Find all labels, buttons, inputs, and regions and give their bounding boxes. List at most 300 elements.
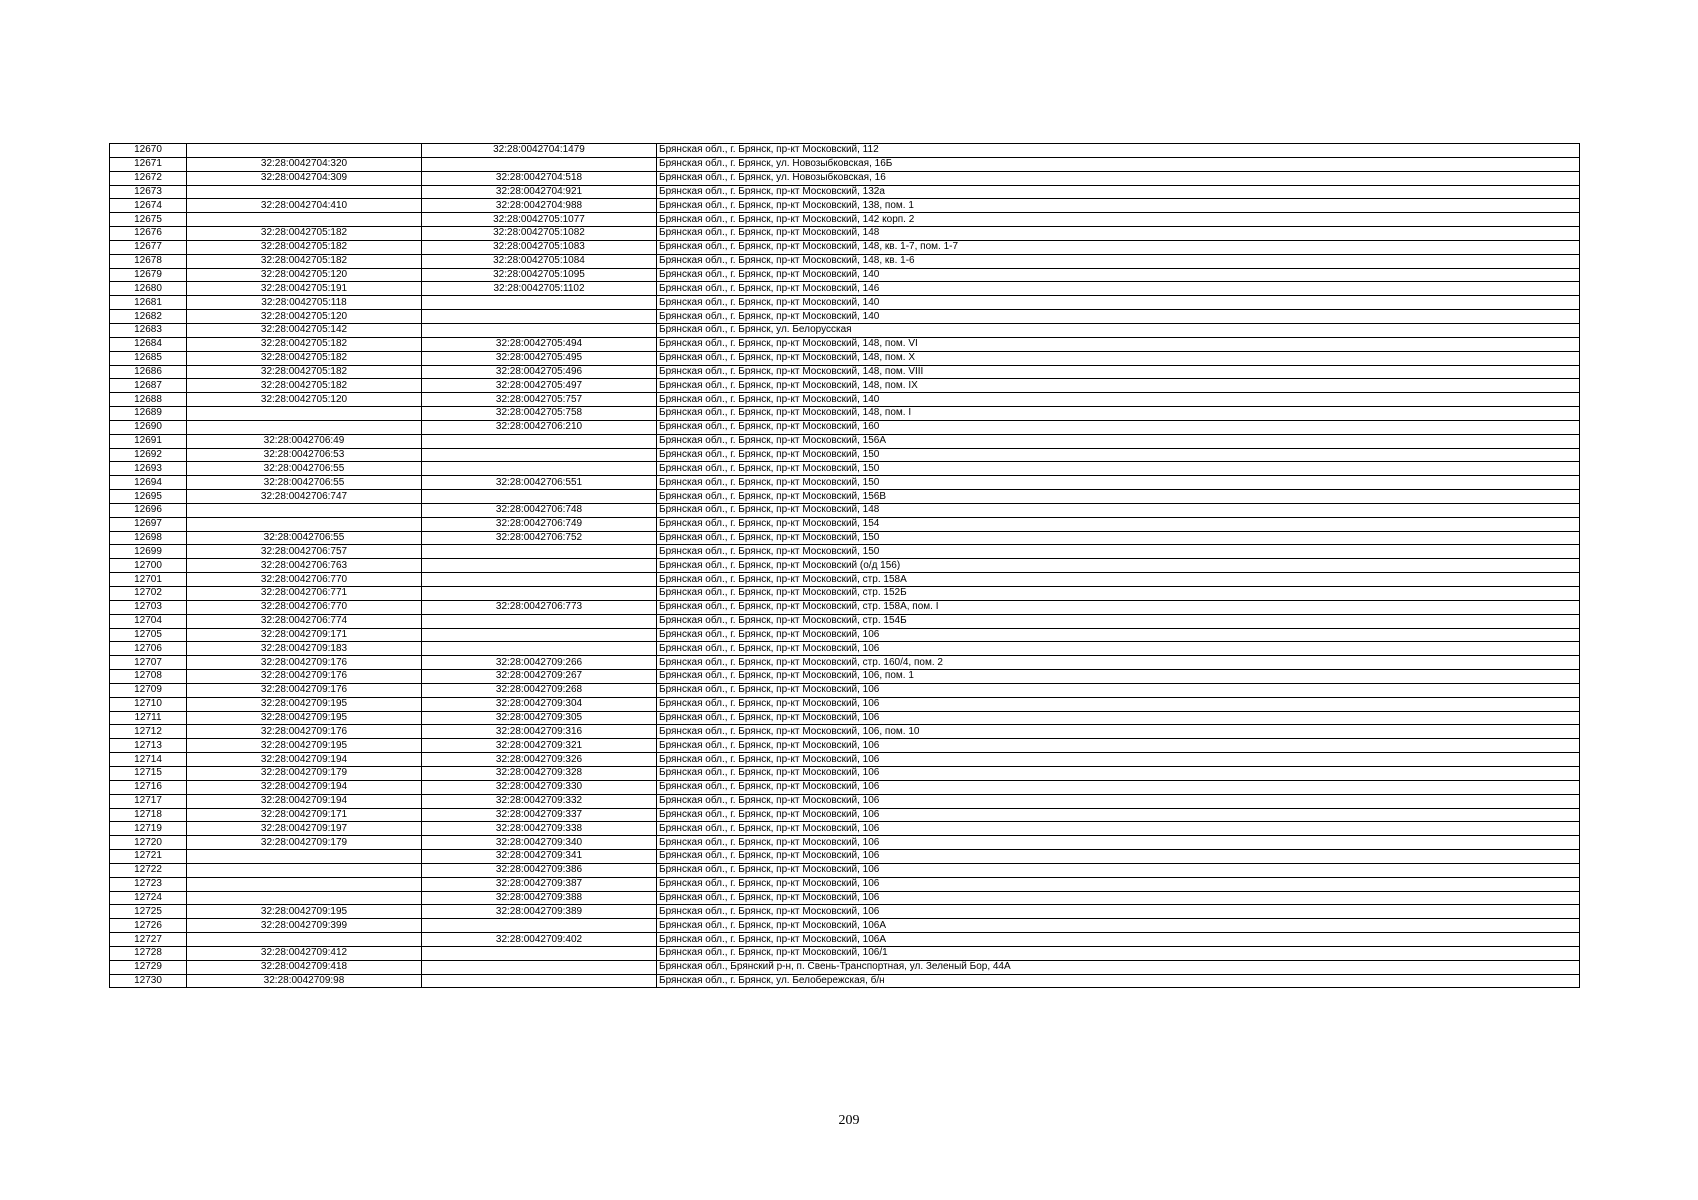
parcel-number-cell: 32:28:0042709:195 — [187, 739, 422, 753]
address-cell: Брянская обл., г. Брянск, пр-кт Московский, 148 — [657, 503, 1580, 517]
building-number-cell: 32:28:0042706:748 — [422, 503, 657, 517]
address-cell: Брянская обл., г. Брянск, пр-кт Московский, 106 — [657, 822, 1580, 836]
building-number-cell: 32:28:0042706:551 — [422, 476, 657, 490]
parcel-number-cell: 32:28:0042709:171 — [187, 808, 422, 822]
table-row — [110, 268, 1580, 282]
row-number-cell: 12717 — [110, 794, 187, 808]
address-cell: Брянская обл., г. Брянск, пр-кт Московский, 106 — [657, 780, 1580, 794]
row-number-cell: 12691 — [110, 434, 187, 448]
table-row — [110, 296, 1580, 310]
parcel-number-cell — [187, 933, 422, 947]
table-row — [110, 836, 1580, 850]
row-number-cell: 12690 — [110, 420, 187, 434]
parcel-number-cell — [187, 850, 422, 864]
table-row — [110, 282, 1580, 296]
table-row — [110, 822, 1580, 836]
parcel-number-cell: 32:28:0042706:49 — [187, 434, 422, 448]
building-number-cell: 32:28:0042709:304 — [422, 697, 657, 711]
address-cell: Брянская обл., г. Брянск, пр-кт Московский, 112 — [657, 144, 1580, 158]
parcel-number-cell: 32:28:0042706:774 — [187, 614, 422, 628]
table-row — [110, 587, 1580, 601]
building-number-cell: 32:28:0042705:1102 — [422, 282, 657, 296]
table-row — [110, 697, 1580, 711]
building-number-cell: 32:28:0042709:330 — [422, 780, 657, 794]
parcel-number-cell: 32:28:0042705:142 — [187, 323, 422, 337]
table-row — [110, 919, 1580, 933]
parcel-number-cell: 32:28:0042705:182 — [187, 240, 422, 254]
table-row — [110, 725, 1580, 739]
table-row — [110, 448, 1580, 462]
address-cell: Брянская обл., Брянский р-н, п. Свень-Транспортная, ул. Зеленый Бор, 44А — [657, 960, 1580, 974]
address-cell: Брянская обл., г. Брянск, пр-кт Московский, 106 — [657, 642, 1580, 656]
row-number-cell: 12722 — [110, 863, 187, 877]
address-cell: Брянская обл., г. Брянск, пр-кт Московский, 106, пом. 1 — [657, 670, 1580, 684]
table-row — [110, 144, 1580, 158]
building-number-cell — [422, 434, 657, 448]
building-number-cell: 32:28:0042705:496 — [422, 365, 657, 379]
building-number-cell — [422, 296, 657, 310]
table-row — [110, 559, 1580, 573]
table-row — [110, 365, 1580, 379]
building-number-cell: 32:28:0042709:387 — [422, 877, 657, 891]
address-cell: Брянская обл., г. Брянск, пр-кт Московский, 140 — [657, 268, 1580, 282]
parcel-number-cell: 32:28:0042705:182 — [187, 254, 422, 268]
building-number-cell: 32:28:0042709:386 — [422, 863, 657, 877]
address-cell: Брянская обл., г. Брянск, пр-кт Московский, стр. 158А — [657, 573, 1580, 587]
table-row — [110, 600, 1580, 614]
row-number-cell: 12680 — [110, 282, 187, 296]
building-number-cell: 32:28:0042706:752 — [422, 531, 657, 545]
building-number-cell: 32:28:0042709:388 — [422, 891, 657, 905]
parcel-number-cell: 32:28:0042705:120 — [187, 393, 422, 407]
row-number-cell: 12674 — [110, 199, 187, 213]
address-cell: Брянская обл., г. Брянск, пр-кт Московский, 146 — [657, 282, 1580, 296]
address-cell: Брянская обл., г. Брянск, пр-кт Московский, 106А — [657, 919, 1580, 933]
address-cell: Брянская обл., г. Брянск, пр-кт Московский, стр. 160/4, пом. 2 — [657, 656, 1580, 670]
parcel-number-cell — [187, 517, 422, 531]
building-number-cell: 32:28:0042709:321 — [422, 739, 657, 753]
parcel-number-cell — [187, 185, 422, 199]
address-cell: Брянская обл., г. Брянск, пр-кт Московский, 106 — [657, 905, 1580, 919]
row-number-cell: 12723 — [110, 877, 187, 891]
table-row — [110, 476, 1580, 490]
table-row — [110, 517, 1580, 531]
table-row — [110, 877, 1580, 891]
address-cell: Брянская обл., г. Брянск, пр-кт Московский, стр. 154Б — [657, 614, 1580, 628]
address-cell: Брянская обл., г. Брянск, пр-кт Московский, 150 — [657, 545, 1580, 559]
building-number-cell — [422, 946, 657, 960]
building-number-cell: 32:28:0042709:328 — [422, 766, 657, 780]
table-row — [110, 310, 1580, 324]
building-number-cell: 32:28:0042705:494 — [422, 337, 657, 351]
building-number-cell — [422, 462, 657, 476]
table-row — [110, 794, 1580, 808]
building-number-cell — [422, 559, 657, 573]
table-row — [110, 960, 1580, 974]
table-row — [110, 933, 1580, 947]
table-row — [110, 656, 1580, 670]
row-number-cell: 12729 — [110, 960, 187, 974]
row-number-cell: 12716 — [110, 780, 187, 794]
row-number-cell: 12694 — [110, 476, 187, 490]
address-cell: Брянская обл., г. Брянск, пр-кт Московский, 148, пом. IX — [657, 379, 1580, 393]
parcel-number-cell: 32:28:0042709:195 — [187, 711, 422, 725]
building-number-cell: 32:28:0042709:326 — [422, 753, 657, 767]
building-number-cell — [422, 628, 657, 642]
parcel-number-cell: 32:28:0042705:120 — [187, 310, 422, 324]
parcel-number-cell — [187, 891, 422, 905]
row-number-cell: 12706 — [110, 642, 187, 656]
address-cell: Брянская обл., г. Брянск, пр-кт Московский, 156В — [657, 490, 1580, 504]
address-cell: Брянская обл., г. Брянск, пр-кт Московский, 148, кв. 1-6 — [657, 254, 1580, 268]
table-row — [110, 614, 1580, 628]
row-number-cell: 12714 — [110, 753, 187, 767]
building-number-cell — [422, 573, 657, 587]
parcel-number-cell: 32:28:0042705:118 — [187, 296, 422, 310]
table-row — [110, 642, 1580, 656]
parcel-number-cell: 32:28:0042706:771 — [187, 587, 422, 601]
address-cell: Брянская обл., г. Брянск, пр-кт Московский, 148, пом. VIII — [657, 365, 1580, 379]
building-number-cell: 32:28:0042709:337 — [422, 808, 657, 822]
table-row — [110, 753, 1580, 767]
address-cell: Брянская обл., г. Брянск, пр-кт Московский, 132а — [657, 185, 1580, 199]
row-number-cell: 12725 — [110, 905, 187, 919]
row-number-cell: 12686 — [110, 365, 187, 379]
building-number-cell — [422, 974, 657, 988]
parcel-number-cell: 32:28:0042704:309 — [187, 171, 422, 185]
parcel-number-cell: 32:28:0042706:770 — [187, 573, 422, 587]
parcel-number-cell: 32:28:0042706:55 — [187, 531, 422, 545]
row-number-cell: 12685 — [110, 351, 187, 365]
row-number-cell: 12679 — [110, 268, 187, 282]
address-cell: Брянская обл., г. Брянск, пр-кт Московский, 140 — [657, 393, 1580, 407]
address-cell: Брянская обл., г. Брянск, пр-кт Московский, 154 — [657, 517, 1580, 531]
row-number-cell: 12715 — [110, 766, 187, 780]
address-cell: Брянская обл., г. Брянск, пр-кт Московский, 156А — [657, 434, 1580, 448]
parcel-number-cell: 32:28:0042706:763 — [187, 559, 422, 573]
building-number-cell: 32:28:0042705:757 — [422, 393, 657, 407]
building-number-cell — [422, 310, 657, 324]
address-cell: Брянская обл., г. Брянск, пр-кт Московский, 140 — [657, 310, 1580, 324]
parcel-number-cell: 32:28:0042709:412 — [187, 946, 422, 960]
address-cell: Брянская обл., г. Брянск, пр-кт Московский, 148, пом. VI — [657, 337, 1580, 351]
address-cell: Брянская обл., г. Брянск, пр-кт Московский, 106 — [657, 739, 1580, 753]
parcel-number-cell — [187, 863, 422, 877]
building-number-cell: 32:28:0042709:332 — [422, 794, 657, 808]
parcel-number-cell: 32:28:0042706:770 — [187, 600, 422, 614]
row-number-cell: 12721 — [110, 850, 187, 864]
row-number-cell: 12730 — [110, 974, 187, 988]
building-number-cell: 32:28:0042704:518 — [422, 171, 657, 185]
address-cell: Брянская обл., г. Брянск, пр-кт Московский, 106 — [657, 850, 1580, 864]
row-number-cell: 12682 — [110, 310, 187, 324]
parcel-number-cell: 32:28:0042709:197 — [187, 822, 422, 836]
table-row — [110, 545, 1580, 559]
address-cell: Брянская обл., г. Брянск, пр-кт Московский, 106 — [657, 683, 1580, 697]
row-number-cell: 12697 — [110, 517, 187, 531]
building-number-cell — [422, 157, 657, 171]
table-row — [110, 573, 1580, 587]
building-number-cell: 32:28:0042709:267 — [422, 670, 657, 684]
table-row — [110, 766, 1580, 780]
building-number-cell: 32:28:0042709:402 — [422, 933, 657, 947]
parcel-number-cell: 32:28:0042705:182 — [187, 379, 422, 393]
row-number-cell: 12678 — [110, 254, 187, 268]
table-row — [110, 420, 1580, 434]
address-cell: Брянская обл., г. Брянск, пр-кт Московский, 106 — [657, 766, 1580, 780]
building-number-cell — [422, 448, 657, 462]
parcel-number-cell: 32:28:0042705:191 — [187, 282, 422, 296]
row-number-cell: 12703 — [110, 600, 187, 614]
parcel-number-cell: 32:28:0042705:120 — [187, 268, 422, 282]
parcel-number-cell — [187, 877, 422, 891]
table-row — [110, 891, 1580, 905]
table-row — [110, 185, 1580, 199]
building-number-cell: 32:28:0042704:921 — [422, 185, 657, 199]
parcel-number-cell: 32:28:0042706:55 — [187, 462, 422, 476]
row-number-cell: 12707 — [110, 656, 187, 670]
row-number-cell: 12726 — [110, 919, 187, 933]
address-cell: Брянская обл., г. Брянск, пр-кт Московский, 140 — [657, 296, 1580, 310]
row-number-cell: 12719 — [110, 822, 187, 836]
address-cell: Брянская обл., г. Брянск, пр-кт Московский, 106 — [657, 628, 1580, 642]
row-number-cell: 12728 — [110, 946, 187, 960]
building-number-cell — [422, 642, 657, 656]
parcel-number-cell — [187, 407, 422, 421]
table-row — [110, 670, 1580, 684]
address-cell: Брянская обл., г. Брянск, пр-кт Московский (о/д 156) — [657, 559, 1580, 573]
row-number-cell: 12684 — [110, 337, 187, 351]
building-number-cell: 32:28:0042709:316 — [422, 725, 657, 739]
address-cell: Брянская обл., г. Брянск, пр-кт Московский, 106 — [657, 753, 1580, 767]
row-number-cell: 12695 — [110, 490, 187, 504]
row-number-cell: 12676 — [110, 227, 187, 241]
table-row — [110, 240, 1580, 254]
address-cell: Брянская обл., г. Брянск, пр-кт Московский, 106 — [657, 877, 1580, 891]
address-cell: Брянская обл., г. Брянск, пр-кт Московский, 106 — [657, 711, 1580, 725]
row-number-cell: 12699 — [110, 545, 187, 559]
row-number-cell: 12670 — [110, 144, 187, 158]
address-cell: Брянская обл., г. Брянск, пр-кт Московский, 150 — [657, 462, 1580, 476]
building-number-cell: 32:28:0042709:266 — [422, 656, 657, 670]
parcel-number-cell — [187, 420, 422, 434]
parcel-number-cell: 32:28:0042709:179 — [187, 836, 422, 850]
address-cell: Брянская обл., г. Брянск, ул. Новозыбковская, 16Б — [657, 157, 1580, 171]
row-number-cell: 12689 — [110, 407, 187, 421]
table-row — [110, 434, 1580, 448]
row-number-cell: 12693 — [110, 462, 187, 476]
address-cell: Брянская обл., г. Брянск, пр-кт Московский, 106 — [657, 891, 1580, 905]
parcel-number-cell: 32:28:0042709:195 — [187, 905, 422, 919]
table-row — [110, 905, 1580, 919]
row-number-cell: 12692 — [110, 448, 187, 462]
row-number-cell: 12727 — [110, 933, 187, 947]
row-number-cell: 12683 — [110, 323, 187, 337]
table-row — [110, 213, 1580, 227]
address-cell: Брянская обл., г. Брянск, ул. Белорусская — [657, 323, 1580, 337]
row-number-cell: 12687 — [110, 379, 187, 393]
address-cell: Брянская обл., г. Брянск, пр-кт Московский, 142 корп. 2 — [657, 213, 1580, 227]
parcel-number-cell: 32:28:0042709:171 — [187, 628, 422, 642]
table-row — [110, 490, 1580, 504]
row-number-cell: 12700 — [110, 559, 187, 573]
row-number-cell: 12677 — [110, 240, 187, 254]
address-cell: Брянская обл., г. Брянск, пр-кт Московский, 150 — [657, 448, 1580, 462]
table-row — [110, 974, 1580, 988]
parcel-number-cell: 32:28:0042706:53 — [187, 448, 422, 462]
table-row — [110, 739, 1580, 753]
parcel-number-cell: 32:28:0042705:182 — [187, 337, 422, 351]
row-number-cell: 12718 — [110, 808, 187, 822]
row-number-cell: 12710 — [110, 697, 187, 711]
table-row — [110, 393, 1580, 407]
parcel-number-cell: 32:28:0042709:195 — [187, 697, 422, 711]
building-number-cell — [422, 545, 657, 559]
table-row — [110, 780, 1580, 794]
table-row — [110, 227, 1580, 241]
row-number-cell: 12702 — [110, 587, 187, 601]
address-cell: Брянская обл., г. Брянск, пр-кт Московский, 106 — [657, 836, 1580, 850]
row-number-cell: 12701 — [110, 573, 187, 587]
parcel-number-cell: 32:28:0042709:418 — [187, 960, 422, 974]
parcel-number-cell: 32:28:0042709:176 — [187, 683, 422, 697]
row-number-cell: 12705 — [110, 628, 187, 642]
building-number-cell: 32:28:0042706:773 — [422, 600, 657, 614]
parcel-number-cell: 32:28:0042709:194 — [187, 794, 422, 808]
parcel-number-cell: 32:28:0042706:55 — [187, 476, 422, 490]
parcel-number-cell: 32:28:0042706:747 — [187, 490, 422, 504]
parcel-number-cell: 32:28:0042704:410 — [187, 199, 422, 213]
building-number-cell: 32:28:0042705:497 — [422, 379, 657, 393]
table-row — [110, 462, 1580, 476]
table-row — [110, 683, 1580, 697]
parcel-number-cell — [187, 213, 422, 227]
page-number: 209 — [838, 1113, 860, 1128]
building-number-cell — [422, 490, 657, 504]
cadastral-table — [109, 143, 1580, 988]
building-number-cell: 32:28:0042705:495 — [422, 351, 657, 365]
building-number-cell: 32:28:0042709:268 — [422, 683, 657, 697]
building-number-cell: 32:28:0042705:758 — [422, 407, 657, 421]
row-number-cell: 12698 — [110, 531, 187, 545]
address-cell: Брянская обл., г. Брянск, ул. Белобережская, б/н — [657, 974, 1580, 988]
building-number-cell: 32:28:0042704:988 — [422, 199, 657, 213]
address-cell: Брянская обл., г. Брянск, пр-кт Московский, стр. 158А, пом. I — [657, 600, 1580, 614]
table-row — [110, 503, 1580, 517]
address-cell: Брянская обл., г. Брянск, пр-кт Московский, 106 — [657, 794, 1580, 808]
address-cell: Брянская обл., г. Брянск, пр-кт Московский, 160 — [657, 420, 1580, 434]
table-row — [110, 337, 1580, 351]
row-number-cell: 12708 — [110, 670, 187, 684]
row-number-cell: 12704 — [110, 614, 187, 628]
row-number-cell: 12724 — [110, 891, 187, 905]
address-cell: Брянская обл., г. Брянск, пр-кт Московский, 106, пом. 10 — [657, 725, 1580, 739]
address-cell: Брянская обл., г. Брянск, пр-кт Московский, стр. 152Б — [657, 587, 1580, 601]
building-number-cell: 32:28:0042709:341 — [422, 850, 657, 864]
building-number-cell: 32:28:0042706:210 — [422, 420, 657, 434]
parcel-number-cell: 32:28:0042709:98 — [187, 974, 422, 988]
building-number-cell: 32:28:0042705:1084 — [422, 254, 657, 268]
parcel-number-cell: 32:28:0042704:320 — [187, 157, 422, 171]
building-number-cell: 32:28:0042705:1082 — [422, 227, 657, 241]
row-number-cell: 12672 — [110, 171, 187, 185]
building-number-cell: 32:28:0042704:1479 — [422, 144, 657, 158]
table-row — [110, 808, 1580, 822]
parcel-number-cell: 32:28:0042705:182 — [187, 227, 422, 241]
address-cell: Брянская обл., г. Брянск, ул. Новозыбковская, 16 — [657, 171, 1580, 185]
building-number-cell: 32:28:0042709:305 — [422, 711, 657, 725]
table-row — [110, 199, 1580, 213]
row-number-cell: 12720 — [110, 836, 187, 850]
row-number-cell: 12688 — [110, 393, 187, 407]
table-row — [110, 379, 1580, 393]
row-number-cell: 12671 — [110, 157, 187, 171]
table-row — [110, 531, 1580, 545]
parcel-number-cell: 32:28:0042709:176 — [187, 670, 422, 684]
row-number-cell: 12673 — [110, 185, 187, 199]
building-number-cell — [422, 323, 657, 337]
parcel-number-cell: 32:28:0042709:194 — [187, 753, 422, 767]
table-row — [110, 946, 1580, 960]
table-row — [110, 351, 1580, 365]
parcel-number-cell — [187, 144, 422, 158]
row-number-cell: 12712 — [110, 725, 187, 739]
building-number-cell: 32:28:0042706:749 — [422, 517, 657, 531]
building-number-cell — [422, 919, 657, 933]
row-number-cell: 12709 — [110, 683, 187, 697]
building-number-cell — [422, 614, 657, 628]
table-row — [110, 850, 1580, 864]
parcel-number-cell: 32:28:0042706:757 — [187, 545, 422, 559]
address-cell: Брянская обл., г. Брянск, пр-кт Московский, 148, пом. X — [657, 351, 1580, 365]
address-cell: Брянская обл., г. Брянск, пр-кт Московский, 106 — [657, 808, 1580, 822]
table-row — [110, 711, 1580, 725]
row-number-cell: 12681 — [110, 296, 187, 310]
table-body — [110, 144, 1580, 988]
building-number-cell — [422, 960, 657, 974]
row-number-cell: 12675 — [110, 213, 187, 227]
building-number-cell: 32:28:0042705:1083 — [422, 240, 657, 254]
parcel-number-cell: 32:28:0042705:182 — [187, 365, 422, 379]
parcel-number-cell: 32:28:0042709:183 — [187, 642, 422, 656]
building-number-cell: 32:28:0042709:340 — [422, 836, 657, 850]
table-row — [110, 863, 1580, 877]
address-cell: Брянская обл., г. Брянск, пр-кт Московский, 150 — [657, 531, 1580, 545]
row-number-cell: 12713 — [110, 739, 187, 753]
parcel-number-cell: 32:28:0042709:399 — [187, 919, 422, 933]
building-number-cell — [422, 587, 657, 601]
parcel-number-cell — [187, 503, 422, 517]
address-cell: Брянская обл., г. Брянск, пр-кт Московский, 106А — [657, 933, 1580, 947]
building-number-cell: 32:28:0042705:1077 — [422, 213, 657, 227]
address-cell: Брянская обл., г. Брянск, пр-кт Московский, 106/1 — [657, 946, 1580, 960]
row-number-cell: 12696 — [110, 503, 187, 517]
table-row — [110, 628, 1580, 642]
address-cell: Брянская обл., г. Брянск, пр-кт Московский, 148, кв. 1-7, пом. 1-7 — [657, 240, 1580, 254]
address-cell: Брянская обл., г. Брянск, пр-кт Московский, 106 — [657, 863, 1580, 877]
parcel-number-cell: 32:28:0042709:176 — [187, 725, 422, 739]
parcel-number-cell: 32:28:0042709:194 — [187, 780, 422, 794]
building-number-cell: 32:28:0042705:1095 — [422, 268, 657, 282]
address-cell: Брянская обл., г. Брянск, пр-кт Московский, 148 — [657, 227, 1580, 241]
building-number-cell: 32:28:0042709:338 — [422, 822, 657, 836]
table-row — [110, 323, 1580, 337]
table-row — [110, 254, 1580, 268]
table-row — [110, 157, 1580, 171]
address-cell: Брянская обл., г. Брянск, пр-кт Московский, 138, пом. 1 — [657, 199, 1580, 213]
parcel-number-cell: 32:28:0042709:176 — [187, 656, 422, 670]
table-row — [110, 407, 1580, 421]
